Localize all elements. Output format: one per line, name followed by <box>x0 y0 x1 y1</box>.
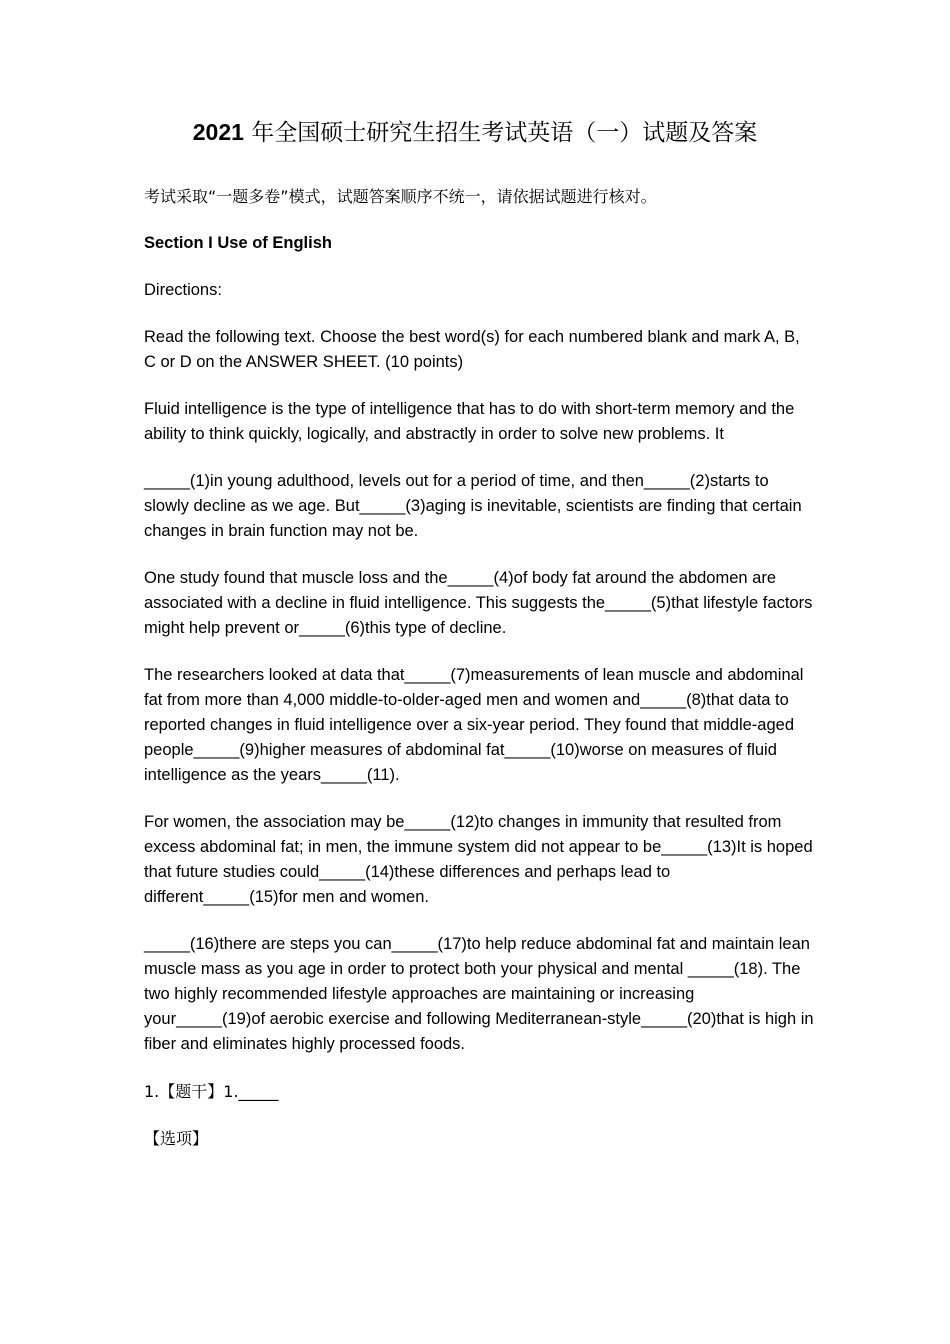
passage-paragraph: One study found that muscle loss and the_____(4)of body fat around the abdomen are associated with a decline in fluid intelligence. This suggests the_____(5)that lifestyle factors might help prevent or_____(6)this type of decline. <box>144 569 813 637</box>
passage-paragraph: _____(1)in young adulthood, levels out for a period of time, and then_____(2)starts to slowly decline as we age. But_____(3)aging is inevitable, scientists are finding that certain changes in brain function may not be. <box>144 472 802 540</box>
page-title <box>0 114 950 151</box>
passage-paragraph: Fluid intelligence is the type of intelligence that has to do with short-term memory and the ability to think quickly, logically, and abstractly in order to solve new problems. It <box>144 400 795 443</box>
directions-label: Directions: <box>144 281 222 299</box>
section-heading: Section I Use of English <box>144 234 332 252</box>
document-body <box>144 184 814 1173</box>
passage-paragraph: For women, the association may be_____(12)to changes in immunity that resulted from excess abdominal fat; in men, the immune system did not appear to be_____(13)It is hoped that future studies could_____(14)these differences and perhaps lead to different_____(15)for men and women. <box>144 813 813 906</box>
title-year: 2021 <box>192 119 244 145</box>
directions-text: Read the following text. Choose the best word(s) for each numbered blank and mark A, B, C or D on the ANSWER SHEET. (10 points) <box>144 328 800 371</box>
question-stem: 1.【题干】1._____ <box>144 1082 279 1101</box>
passage-paragraph: The researchers looked at data that_____(7)measurements of lean muscle and abdominal fat from more than 4,000 middle-to-older-aged men and women and_____(8)that data to reported changes in fluid intelligence over a six-year period. They found that middle-aged people_____(9)higher measures of abdominal fat_____(10)worse on measures of fluid intelligence as the years_____(11). <box>144 666 804 784</box>
title-text: 年全国硕士研究生招生考试英语（一）试题及答案 <box>251 120 758 146</box>
exam-notice: 考试采取“一题多卷”模式，试题答案顺序不统一，请依据试题进行核对。 <box>144 187 657 206</box>
options-label: 【选项】 <box>144 1129 209 1148</box>
passage-paragraph: _____(16)there are steps you can_____(17)to help reduce abdominal fat and maintain lean muscle mass as you age in order to protect both your physical and mental _____(18). The two highly recommended lifestyle approaches are maintaining or increasing your_____(19)of aerobic exercise and following Mediterranean-style_____(20)that is high in fiber and eliminates highly processed foods. <box>144 935 814 1053</box>
